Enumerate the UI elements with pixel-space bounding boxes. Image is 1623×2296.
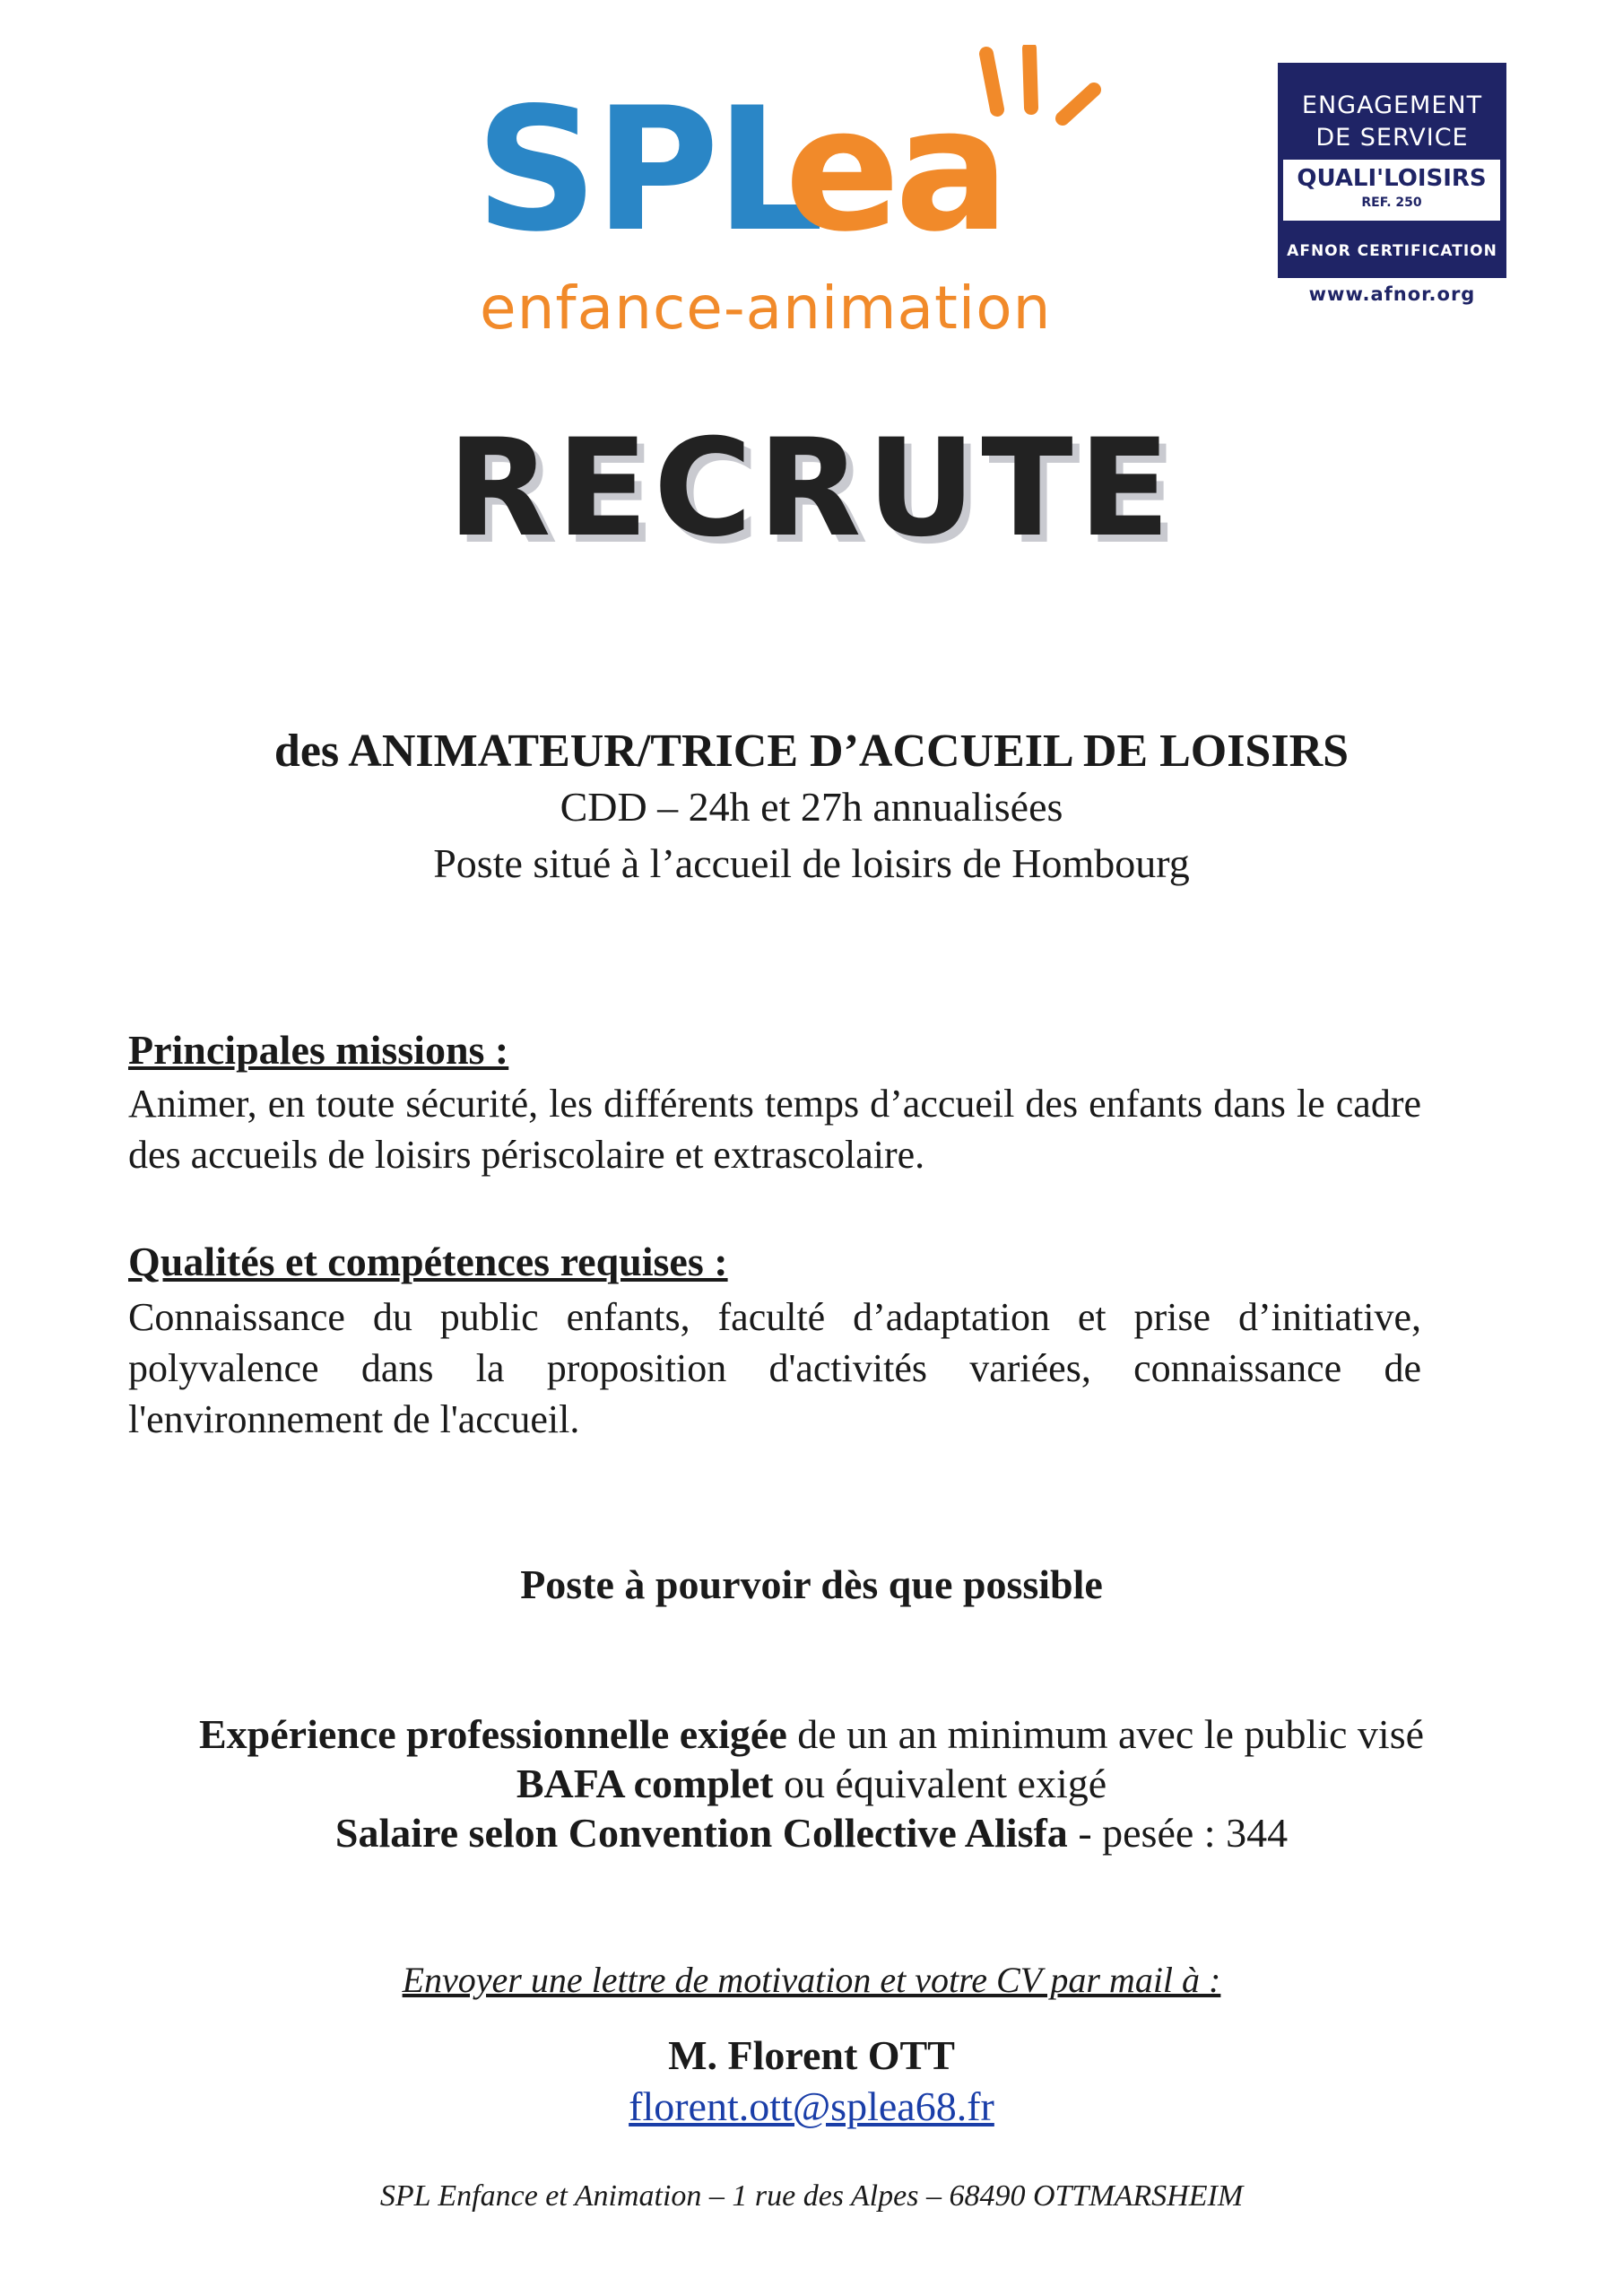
badge-label-box <box>1283 160 1500 221</box>
qualities-text: Connaissance du public enfants, faculté d’adaptation et prise d’initiative, polyvalence dans la proposition d'activités variées, connaissance de l'environnement de l'accueil. <box>128 1295 1421 1441</box>
qualities-heading: Qualités et compétences requises : <box>128 1239 728 1284</box>
experience-bold: Expérience professionnelle exigée <box>198 1711 787 1757</box>
missions-text: Animer, en toute sécurité, les différents temps d’accueil des enfants dans le cadre des accueils de loisirs périscolaire et extrascolaire. <box>128 1082 1421 1177</box>
bafa-rest: ou équivalent exigé <box>773 1761 1107 1806</box>
availability: Poste à pourvoir dès que possible <box>520 1561 1103 1607</box>
footer-address: SPL Enfance et Animation – 1 rue des Alpes – 68490 OTTMARSHEIM <box>379 2179 1244 2213</box>
contact-email-wrapper <box>0 2082 1623 2131</box>
bafa-bold: BAFA complet <box>516 1761 774 1806</box>
splea-logo <box>475 45 1121 341</box>
salary-bold: Salaire selon Convention Collective Alisfa <box>334 1810 1068 1856</box>
badge-line2: DE SERVICE <box>1315 124 1469 152</box>
requirement-salary <box>0 1808 1623 1857</box>
requirement-bafa <box>0 1759 1623 1808</box>
missions-heading: Principales missions : <box>128 1027 509 1073</box>
logo-brand-spl: SPL <box>475 71 821 269</box>
contact-email-link[interactable]: florent.ott@splea68.fr <box>629 2083 994 2129</box>
badge-certification: AFNOR CERTIFICATION <box>1287 242 1497 260</box>
position-contract: CDD – 24h et 27h annualisées <box>560 784 1063 830</box>
badge-ref: REF. 250 <box>1361 196 1422 210</box>
salary-rest: - pesée : 344 <box>1067 1810 1289 1856</box>
position-location: Poste situé à l’accueil de loisirs de Hombourg <box>433 840 1190 886</box>
headline: RECRUTE <box>447 411 1176 567</box>
contact-instruction: Envoyer une lettre de motivation et votre CV par mail à : <box>402 1960 1221 2000</box>
logo-brand-ea: ea <box>785 71 1005 269</box>
position-title: des ANIMATEUR/TRICE D’ACCUEIL DE LOISIRS <box>273 726 1350 777</box>
badge-line1: ENGAGEMENT <box>1301 91 1483 119</box>
afnor-certification-badge <box>1278 63 1506 278</box>
contact-name: M. Florent OTT <box>668 2032 955 2078</box>
badge-label: QUALI'LOISIRS <box>1297 165 1487 192</box>
requirement-experience <box>0 1709 1623 1759</box>
badge-url: www.afnor.org <box>1308 283 1476 305</box>
logo-tagline: enfance-animation <box>480 274 1052 343</box>
experience-rest: de un an minimum avec le public visé <box>786 1711 1425 1757</box>
